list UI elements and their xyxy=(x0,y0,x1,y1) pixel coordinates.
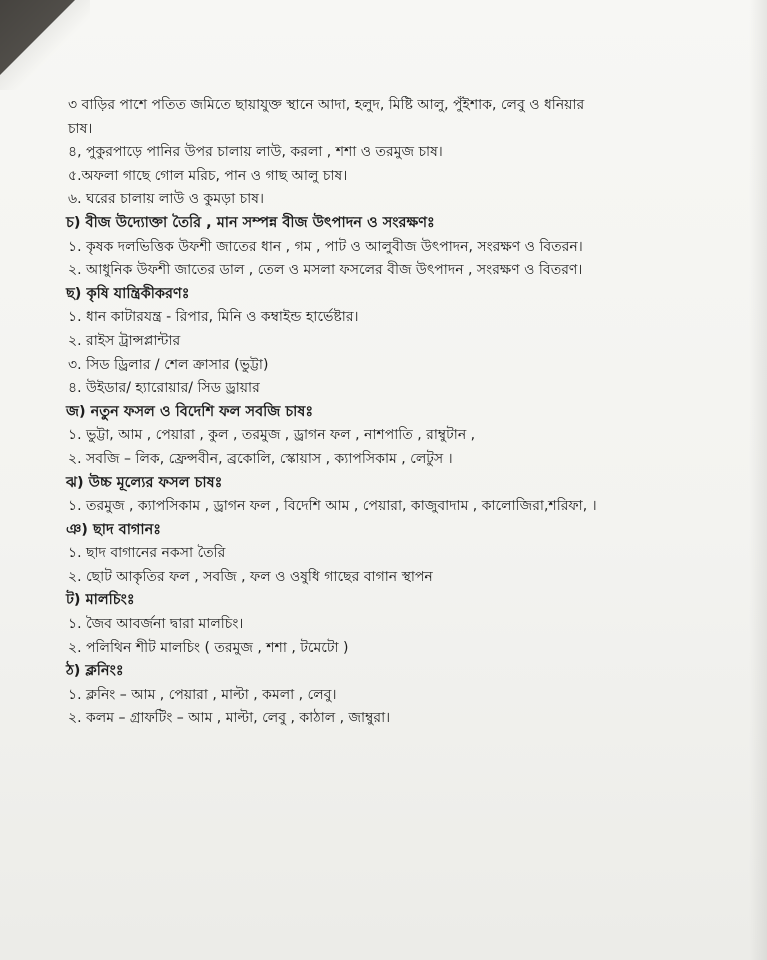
text-line: ২. সবজি – লিক, ফ্রেন্সবীন, ব্রকোলি, স্কোয়াস , ক্যাপসিকাম , লেটুস । xyxy=(68,450,453,467)
section-heading: জ) নতুন ফসল ও বিদেশি ফল সবজি চাষঃ xyxy=(66,403,314,420)
text-line: চাষ। xyxy=(68,120,93,137)
text-line: ১. ক্লনিং – আম , পেয়ারা , মাল্টা , কমলা , লেবু। xyxy=(68,686,337,703)
text-line: ৩. সিড ড্রিলার / শেল ক্রাসার (ভুট্টা) xyxy=(68,356,269,373)
text-line: ২. আধুনিক উফশী জাতের ডাল , তেল ও মসলা ফসলের বীজ উৎপাদন , সংরক্ষণ ও বিতরণ। xyxy=(68,262,583,279)
text-line: ৫.অফলা গাছে গোল মরিচ, পান ও গাছ আলু চাষ। xyxy=(68,167,348,184)
section-heading: ঞ) ছাদ বাগানঃ xyxy=(66,521,162,538)
text-line: ৪, পুকুরপাড়ে পানির উপর চালায় লাউ, করলা , শশা ও তরমুজ চাষ। xyxy=(68,144,443,161)
text-line: ৬. ঘরের চালায় লাউ ও কুমড়া চাষ। xyxy=(68,191,264,208)
section-heading: ঝ) উচ্চ মূল্যের ফসল চাষঃ xyxy=(66,474,223,491)
text-line: ১. জৈব আবর্জনা দ্বারা মালচিং। xyxy=(68,616,244,633)
text-line: ২. ছোট আকৃতির ফল , সবজি , ফল ও ওষুধি গাছের বাগান স্থাপন xyxy=(68,568,433,585)
text-line: ১. ভুট্টা, আম , পেয়ারা , কুল , তরমুজ , ড্রাগন ফল , নাশপাতি , রাম্বুটান , xyxy=(68,427,476,444)
document-body xyxy=(68,94,728,731)
section-heading: ঠ) ক্লনিংঃ xyxy=(66,663,124,680)
text-line: ১. কৃষক দলভিত্তিক উফশী জাতের ধান , গম , পাট ও আলুবীজ উৎপাদন, সংরক্ষণ ও বিতরন। xyxy=(68,238,583,255)
text-line: ১. ছাদ বাগানের নকসা তৈরি xyxy=(68,545,226,562)
page-edge-shadow xyxy=(749,0,767,960)
text-line: ১. তরমুজ , ক্যাপসিকাম , ড্রাগন ফল , বিদেশি আম , পেয়ারা, কাজুবাদাম , কালোজিরা,শরিফা, । xyxy=(68,498,597,515)
text-line: ২. রাইস ট্রান্সপ্লান্টার xyxy=(68,332,181,349)
corner-shadow xyxy=(0,0,90,90)
section-heading: চ) বীজ উদ্যোক্তা তৈরি , মান সম্পন্ন বীজ উৎপাদন ও সংরক্ষণঃ xyxy=(66,214,435,231)
section-heading: ছ) কৃষি যান্ত্রিকীকরণঃ xyxy=(66,285,190,302)
text-line: ২. কলম – গ্রাফটিং – আম , মাল্টা, লেবু , কাঠাল , জাম্বুরা। xyxy=(68,710,391,727)
text-line: ৪. উইডার/ হ্যারোয়ার/ সিড ড্রায়ার xyxy=(68,380,260,397)
text-line: ১. ধান কাটারযন্ত্র - রিপার, মিনি ও কম্বাইন্ড হার্ভেষ্টার। xyxy=(68,309,359,326)
text-line: ২. পলিথিন শীট মালচিং ( তরমুজ , শশা , টমেটো ) xyxy=(68,639,349,656)
section-heading: ট) মালচিংঃ xyxy=(66,592,135,609)
text-line: ৩ বাড়ির পাশে পতিত জমিতে ছায়াযুক্ত স্থানে আদা, হলুদ, মিষ্টি আলু, পুঁইশাক, লেবু ও ধনিয়ার xyxy=(68,97,585,113)
